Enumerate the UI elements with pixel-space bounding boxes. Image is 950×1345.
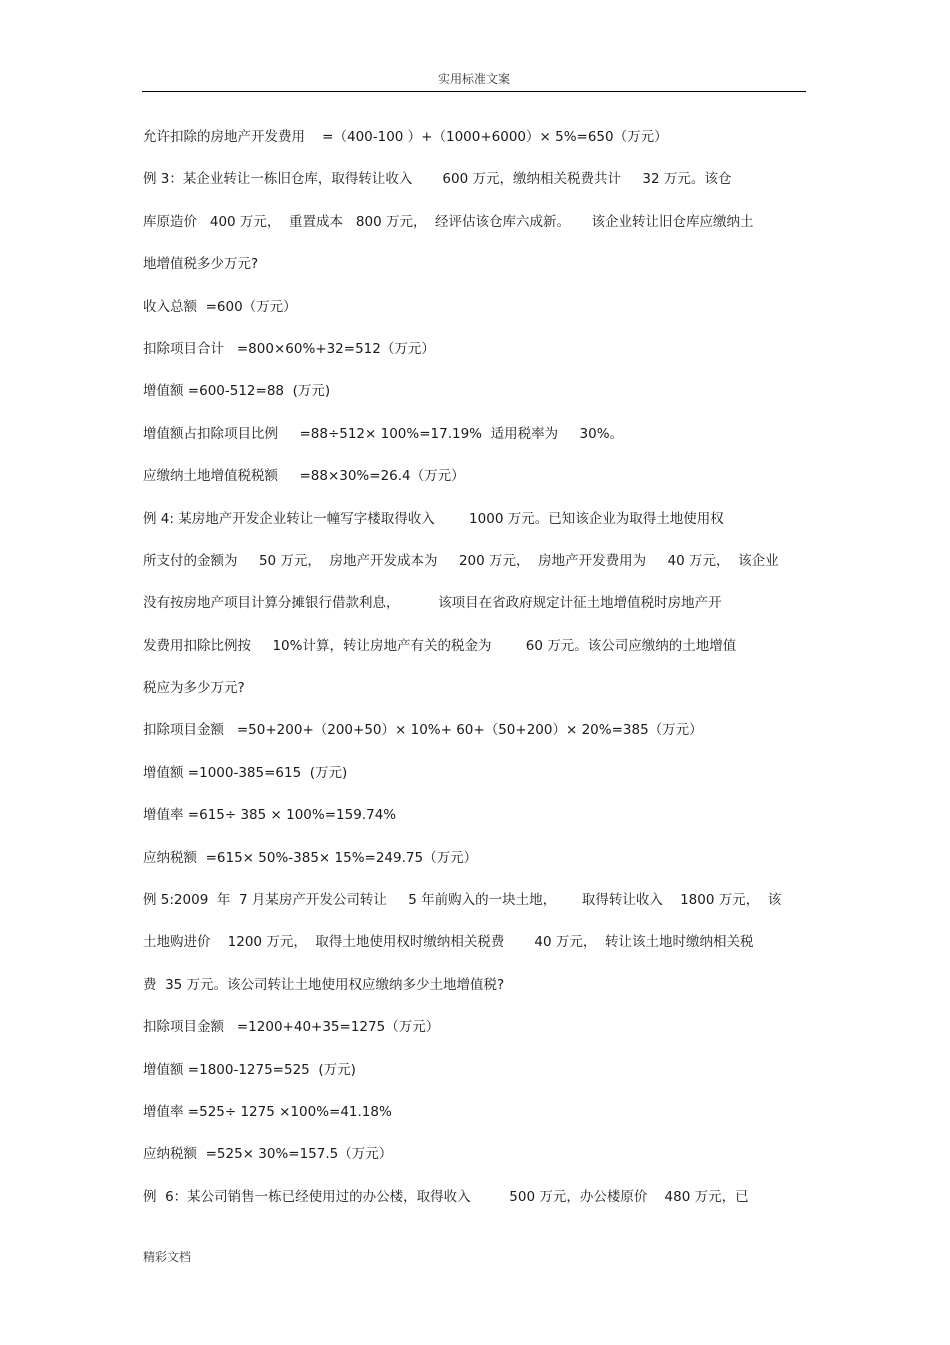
text-line: 土地购进价 1200 万元， 取得土地使用权时缴纳相关税费 40 万元， 转让该土地时缴纳相关税 — [143, 934, 754, 951]
header-divider — [142, 91, 806, 92]
text-line: 发费用扣除比例按 10%计算，转让房地产有关的税金为 60 万元。该公司应缴纳的土地增值 — [143, 637, 737, 654]
text-line: 例 5:2009 年 7 月某房产开发公司转让 5 年前购入的一块土地， 取得转让收入 1800 万元， 该 — [143, 892, 782, 909]
page-footer: 精彩文档 — [143, 1250, 192, 1264]
text-line: 允许扣除的房地产开发费用 =（400-100 ）+（1000+6000）× 5%=650（万元） — [143, 129, 668, 145]
text-line: 税应为多少万元? — [143, 680, 245, 697]
text-line: 应缴纳土地增值税税额 =88×30%=26.4（万元） — [143, 468, 465, 485]
text-line: 地增值税多少万元? — [143, 256, 259, 273]
text-line: 扣除项目金额 =50+200+（200+50）× 10%+ 60+（50+200）× 20%=385（万元） — [143, 722, 703, 739]
text-line: 收入总额 =600（万元） — [143, 298, 297, 315]
text-line: 扣除项目金额 =1200+40+35=1275（万元） — [143, 1019, 440, 1036]
text-line: 例 4: 某房地产开发企业转让一幢写字楼取得收入 1000 万元。已知该企业为取得土地使用权 — [143, 510, 724, 527]
text-line: 增值额占扣除项目比例 =88÷512× 100%=17.19% 适用税率为 30%。 — [143, 425, 624, 442]
text-line: 库原造价 400 万元， 重置成本 800 万元， 经评估该仓库六成新。 该企业转让旧仓库应缴纳土 — [143, 213, 754, 230]
text-line: 扣除项目合计 =800×60%+32=512（万元） — [143, 340, 435, 357]
text-line: 增值额 =1000-385=615 (万元) — [143, 764, 348, 781]
text-line: 例 3：某企业转让一栋旧仓库，取得转让收入 600 万元，缴纳相关税费共计 32 万元。该仓 — [143, 171, 732, 188]
page-header: 实用标准文案 — [437, 72, 510, 86]
document-body — [143, 122, 813, 1224]
text-line: 增值额 =600-512=88 (万元) — [143, 383, 331, 400]
text-line: 所支付的金额为 50 万元， 房地产开发成本为 200 万元， 房地产开发费用为 40 万元， 该企业 — [143, 552, 779, 569]
text-line: 应纳税额 =525× 30%=157.5（万元） — [143, 1146, 393, 1163]
text-line: 增值率 =615÷ 385 × 100%=159.74% — [143, 807, 397, 824]
text-line: 增值率 =525÷ 1275 ×100%=41.18% — [143, 1103, 392, 1120]
text-line: 例 6：某公司销售一栋已经使用过的办公楼，取得收入 500 万元，办公楼原价 480 万元，已 — [143, 1188, 749, 1205]
text-line: 没有按房地产项目计算分摊银行借款利息， 该项目在省政府规定计征土地增值税时房地产开 — [143, 595, 722, 612]
text-line: 增值额 =1800-1275=525 (万元) — [143, 1061, 356, 1078]
text-line: 应纳税额 =615× 50%-385× 15%=249.75（万元） — [143, 849, 478, 866]
text-line: 费 35 万元。该公司转让土地使用权应缴纳多少土地增值税? — [143, 976, 505, 993]
